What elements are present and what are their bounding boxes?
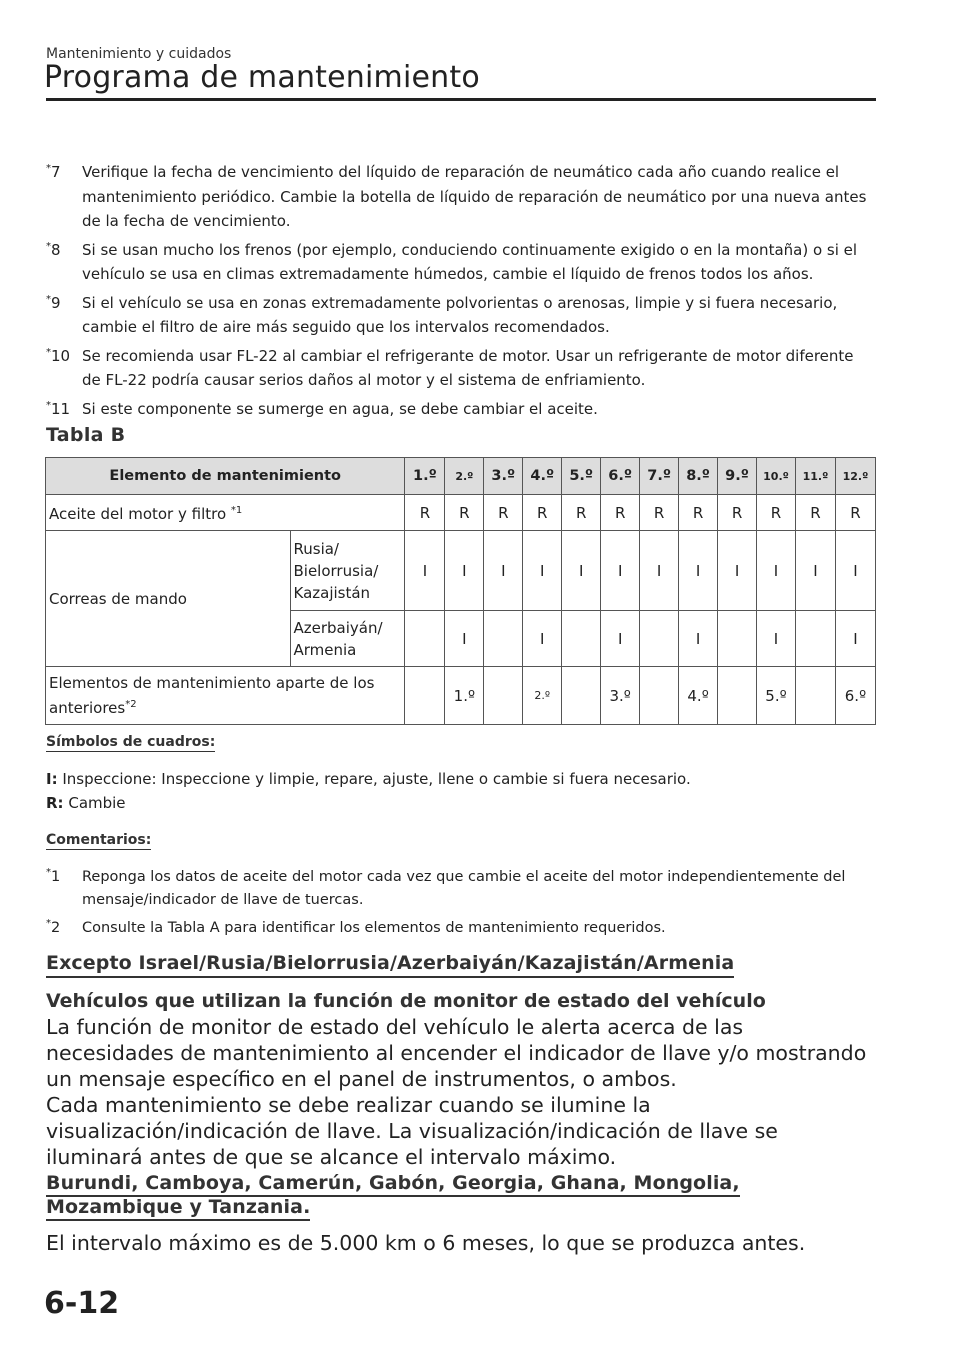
col-2: 2.º bbox=[445, 458, 484, 495]
table-cell bbox=[718, 667, 757, 725]
table-cell bbox=[484, 611, 523, 667]
col-6: 6.º bbox=[601, 458, 640, 495]
table-row bbox=[46, 667, 876, 725]
table-cell: I bbox=[523, 531, 562, 611]
simbolos-title: Símbolos de cuadros: bbox=[46, 734, 216, 750]
table-cell: R bbox=[601, 495, 640, 531]
header-item: Elemento de mantenimiento bbox=[46, 458, 405, 495]
table-row bbox=[46, 495, 876, 531]
intervalo-text: El intervalo máximo es de 5.000 km o 6 meses, lo que se produzca antes. bbox=[46, 1231, 806, 1255]
footnote-11: *11 Si este componente se sumerge en agua, se debe cambiar el aceite. bbox=[46, 399, 598, 418]
col-1: 1.º bbox=[405, 458, 445, 495]
table-cell: R bbox=[795, 495, 835, 531]
table-cell: I bbox=[445, 531, 484, 611]
table-cell: I bbox=[679, 531, 718, 611]
title-rule bbox=[46, 98, 876, 101]
table-cell bbox=[405, 667, 445, 725]
table-cell: 1.º bbox=[445, 667, 484, 725]
table-cell bbox=[562, 611, 601, 667]
table-row bbox=[46, 531, 876, 611]
table-cell bbox=[795, 667, 835, 725]
table-cell bbox=[718, 611, 757, 667]
footnote-8: *8 Si se usan mucho los frenos (por ejemplo, conduciendo continuamente exigido o en la montaña) o si el vehículo se usa en climas extremadamente húmedos, cambie el líquido de frenos todos los años. bbox=[46, 240, 858, 283]
col-12: 12.º bbox=[835, 458, 875, 495]
row-label-correas: Correas de mando bbox=[46, 531, 291, 667]
legend-i: I: Inspeccione: Inspeccione y limpie, repare, ajuste, llene o cambie si fuera necesario. bbox=[46, 770, 691, 788]
table-cell: I bbox=[835, 611, 875, 667]
col-9: 9.º bbox=[718, 458, 757, 495]
table-cell: 3.º bbox=[601, 667, 640, 725]
table-cell: I bbox=[562, 531, 601, 611]
table-cell: R bbox=[640, 495, 679, 531]
table-cell: R bbox=[757, 495, 796, 531]
page-title: Programa de mantenimiento bbox=[44, 60, 480, 95]
table-cell: I bbox=[718, 531, 757, 611]
col-3: 3.º bbox=[484, 458, 523, 495]
sub-label-azerbaiyan: Azerbaiyán/ Armenia bbox=[290, 611, 405, 667]
comentario-1: *1 Reponga los datos de aceite del motor cada vez que cambie el aceite del motor independientemente del mensaje/indicador de llave de tuercas. bbox=[46, 867, 846, 908]
table-cell bbox=[640, 667, 679, 725]
table-cell: I bbox=[405, 531, 445, 611]
table-cell: I bbox=[523, 611, 562, 667]
table-cell: R bbox=[405, 495, 445, 531]
table-cell: 6.º bbox=[835, 667, 875, 725]
col-5: 5.º bbox=[562, 458, 601, 495]
table-header-row bbox=[46, 458, 876, 495]
table-cell: I bbox=[795, 531, 835, 611]
monitor-paragraph-2: Cada mantenimiento se debe realizar cuando se ilumine la visualización/indicación de llave. La visualización/indicación de llave se iluminará antes de que se alcance el intervalo máximo. bbox=[46, 1093, 778, 1169]
table-cell: R bbox=[679, 495, 718, 531]
table-cell: I bbox=[835, 531, 875, 611]
table-cell: R bbox=[718, 495, 757, 531]
comentarios-list bbox=[46, 866, 876, 946]
col-11: 11.º bbox=[795, 458, 835, 495]
row-label-otros: Elementos de mantenimiento aparte de los anteriores$^{*2}$ bbox=[46, 667, 405, 725]
table-cell: I bbox=[601, 531, 640, 611]
table-cell: R bbox=[484, 495, 523, 531]
monitor-heading: Vehículos que utilizan la función de monitor de estado del vehículo bbox=[46, 990, 766, 1012]
section-label: Mantenimiento y cuidados bbox=[46, 46, 232, 62]
row-label-aceite: Aceite del motor y filtro $^{*1}$ bbox=[46, 495, 405, 531]
table-cell: 2.º bbox=[523, 667, 562, 725]
table-cell: R bbox=[835, 495, 875, 531]
table-cell bbox=[484, 667, 523, 725]
comentarios-title: Comentarios: bbox=[46, 832, 152, 848]
col-4: 4.º bbox=[523, 458, 562, 495]
tabla-b-title: Tabla B bbox=[46, 424, 126, 446]
excepto-heading: Excepto Israel/Rusia/Bielorrusia/Azerbaiyán/Kazajistán/Armenia bbox=[46, 952, 734, 978]
col-10: 10.º bbox=[757, 458, 796, 495]
table-cell bbox=[562, 667, 601, 725]
table-cell: 4.º bbox=[679, 667, 718, 725]
table-cell: I bbox=[640, 531, 679, 611]
page-number: 6-12 bbox=[44, 1286, 120, 1321]
paises-heading: Burundi, Camboya, Camerún, Gabón, Georgia, Ghana, Mongolia, Mozambique y Tanzania. bbox=[46, 1171, 872, 1219]
table-cell: 5.º bbox=[757, 667, 796, 725]
table-cell: I bbox=[757, 531, 796, 611]
col-7: 7.º bbox=[640, 458, 679, 495]
table-cell: I bbox=[601, 611, 640, 667]
table-cell: I bbox=[484, 531, 523, 611]
table-cell: I bbox=[445, 611, 484, 667]
table-cell bbox=[640, 611, 679, 667]
table-cell: I bbox=[757, 611, 796, 667]
legend-r: R: Cambie bbox=[46, 794, 126, 812]
footnotes-top bbox=[46, 160, 876, 428]
table-cell: R bbox=[562, 495, 601, 531]
sub-label-rusia: Rusia/ Bielorrusia/ Kazajistán bbox=[290, 531, 405, 611]
table-cell: R bbox=[523, 495, 562, 531]
footnote-9: *9 Si el vehículo se usa en zonas extremadamente polvorientas o arenosas, limpie y si fuera necesario, cambie el filtro de aire más seguido que los intervalos recomendados. bbox=[46, 293, 838, 336]
footnote-10: *10 Se recomienda usar FL-22 al cambiar el refrigerante de motor. Usar un refrigerante de motor diferente de FL-22 podría causar serios daños al motor y el sistema de enfriamiento. bbox=[46, 346, 854, 389]
table-cell bbox=[795, 611, 835, 667]
footnote-7: *7 Verifique la fecha de vencimiento del líquido de reparación de neumático cada año cuando realice el mantenimiento periódico. Cambie la botella de líquido de reparación de neumático por una nueva antes de la fecha de vencimiento. bbox=[46, 163, 867, 230]
table-cell: I bbox=[679, 611, 718, 667]
table-cell: R bbox=[445, 495, 484, 531]
comentario-2: *2 Consulte la Tabla A para identificar los elementos de mantenimiento requeridos. bbox=[46, 918, 666, 936]
table-cell bbox=[405, 611, 445, 667]
monitor-paragraph-1: La función de monitor de estado del vehículo le alerta acerca de las necesidades de mantenimiento al encender el indicador de llave y/o mostrando un mensaje específico en el panel de instrumentos, o ambos. bbox=[46, 1015, 867, 1091]
col-8: 8.º bbox=[679, 458, 718, 495]
maintenance-table bbox=[45, 457, 876, 725]
